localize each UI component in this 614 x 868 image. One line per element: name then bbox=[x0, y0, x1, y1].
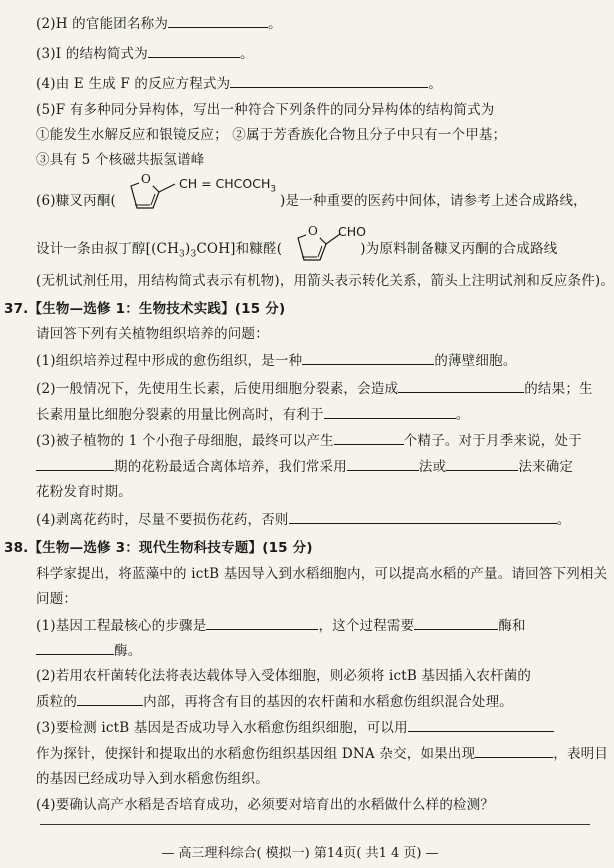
q38-2-text3: 内部，再将含有目的基因的农杆菌和水稻愈伤组织混合处理。 bbox=[143, 694, 514, 710]
q37-3-line2 bbox=[36, 457, 586, 476]
q38-1-text3: 酶和 bbox=[498, 618, 526, 634]
q36-6-text4: COH]和糠醛( bbox=[196, 241, 283, 257]
q36-5-line3 bbox=[36, 151, 586, 169]
answer-blank bbox=[446, 457, 518, 471]
structure-2 bbox=[288, 222, 368, 268]
answer-blank bbox=[36, 641, 114, 655]
q37-3-line1 bbox=[36, 431, 586, 450]
answer-blank bbox=[398, 379, 524, 393]
answer-blank bbox=[302, 351, 434, 365]
q38-3-text4: 的基因已经成功导入到水稻愈伤组织。 bbox=[36, 771, 269, 787]
q36-6-text5: )为原料制备糠叉丙酮的合成路线 bbox=[360, 241, 558, 257]
q38-intro-text2: 问题： bbox=[36, 591, 78, 607]
paren: ) bbox=[184, 241, 191, 257]
q37-heading bbox=[4, 300, 586, 318]
q36-4 bbox=[36, 74, 586, 93]
q36-5-line2 bbox=[36, 126, 586, 144]
q37-intro bbox=[36, 325, 586, 343]
q36-6-text3: 设计一条由叔丁醇[(CH bbox=[36, 241, 180, 257]
answer-blank bbox=[408, 718, 554, 732]
ring-oxygen-label: O bbox=[308, 224, 318, 238]
structure-1 bbox=[117, 172, 287, 220]
q36-5-condition3: ③具有 5 个核磁共振氢谱峰 bbox=[36, 152, 205, 168]
q37-3-text5: 法来确定 bbox=[518, 459, 574, 475]
q37-2-line1 bbox=[36, 379, 593, 398]
q36-3-text: (3)I 的结构简式为 bbox=[36, 46, 148, 62]
ring-oxygen-label: O bbox=[141, 172, 151, 186]
answer-blank bbox=[475, 744, 553, 758]
q37-2-end: 。 bbox=[455, 407, 470, 423]
q38-4-text: (4)要确认高产水稻是否培育成功，必须要对培育出的水稻做什么样的检测？ bbox=[36, 797, 495, 813]
page-footer: — 高三理科综合( 模拟一) 第14页( 共1 4 页) — bbox=[161, 846, 439, 861]
q36-5-conditions: ①能发生水解反应和银镜反应； ②属于芳香族化合物且分子中只有一个甲基； bbox=[36, 127, 507, 143]
subscript: 3 bbox=[190, 249, 197, 260]
subscript: 3 bbox=[270, 184, 277, 195]
q36-3-end: 。 bbox=[239, 46, 254, 62]
q36-4-text: (4)由 E 生成 F 的反应方程式为 bbox=[36, 76, 231, 92]
q36-3 bbox=[36, 44, 586, 63]
q36-2-text: (2)H 的官能团名称为 bbox=[36, 16, 169, 32]
q36-6-line3 bbox=[36, 272, 614, 290]
answer-blank bbox=[334, 431, 404, 445]
q38-1-line2 bbox=[36, 641, 586, 660]
q37-3-text4: 法或 bbox=[418, 459, 447, 475]
q37-2-text: (2)一般情况下，先使用生长素，后使用细胞分裂素，会造成 bbox=[36, 381, 399, 397]
q37-3-text2: 个精子。对于月季来说，处于 bbox=[403, 433, 582, 449]
q38-intro-line2 bbox=[36, 590, 586, 608]
q37-4 bbox=[36, 510, 586, 529]
q36-5-text: (5)F 有多种同分异构体，写出一种符合下列条件的同分异构体的结构简式为 bbox=[36, 102, 495, 118]
q38-1-text: (1)基因工程最核心的步骤是 bbox=[36, 618, 207, 634]
q38-intro-line1 bbox=[36, 565, 608, 583]
answer-blank bbox=[230, 74, 428, 88]
q38-2-text2: 质粒的 bbox=[36, 694, 78, 710]
q38-1-line1 bbox=[36, 616, 586, 635]
answer-blank bbox=[168, 14, 268, 28]
q37-intro-text: 请回答下列有关植物组织培养的问题： bbox=[36, 326, 269, 342]
answer-blank bbox=[36, 457, 114, 471]
q38-2-line1 bbox=[36, 667, 586, 685]
q36-2 bbox=[36, 14, 586, 33]
q38-3-text2: 作为探针，使探针和提取出的水稻愈伤组织基因组 DNA 杂交，如果出现 bbox=[36, 746, 476, 762]
q37-1-end: 的薄壁细胞。 bbox=[434, 353, 517, 369]
q38-title: 38.【生物—选修 3：现代生物科技专题】(15 分) bbox=[4, 540, 313, 556]
q38-3-line2 bbox=[36, 744, 609, 763]
answer-blank bbox=[324, 405, 456, 419]
q37-3-text6: 花粉发育时期。 bbox=[36, 484, 132, 500]
q37-4-text: (4)剥离花药时，尽量不要损伤花药，否则 bbox=[36, 512, 289, 528]
q37-2-text2: 的结果；生 bbox=[524, 381, 593, 397]
side-chain-label bbox=[179, 176, 276, 195]
aldehyde-label: CHO bbox=[338, 224, 366, 239]
answer-blank bbox=[289, 510, 557, 524]
q37-2-text3: 长素用量比细胞分裂素的用量比例高时，有利于 bbox=[36, 407, 324, 423]
q38-3-text3: ，表明目 bbox=[553, 746, 609, 762]
q38-1-end: 酶。 bbox=[114, 643, 142, 659]
answer-blank bbox=[206, 616, 318, 630]
q38-intro-text: 科学家提出，将蓝藻中的 ictB 基因导入到水稻细胞内，可以提高水稻的产量。请回答下列相关 bbox=[36, 566, 608, 582]
q37-1 bbox=[36, 351, 586, 370]
side-chain-text: CH = CHCOCH bbox=[179, 176, 271, 191]
q36-2-end: 。 bbox=[268, 16, 282, 32]
q38-1-text2: ，这个过程需要 bbox=[318, 618, 415, 634]
q38-4 bbox=[36, 796, 586, 814]
q38-heading bbox=[4, 539, 586, 557]
q37-3-text3: 期的花粉最适合离体培养，我们常采用 bbox=[114, 459, 347, 475]
subscript: 3 bbox=[179, 249, 185, 260]
q37-3-text: (3)被子植物的 1 个小孢子母细胞，最终可以产生 bbox=[36, 433, 334, 449]
q37-2-line2 bbox=[36, 405, 586, 424]
q37-1-text: (1)组织培养过程中形成的愈伤组织，是一种 bbox=[36, 353, 303, 369]
q38-3-line3 bbox=[36, 770, 586, 788]
q37-title: 37.【生物—选修 1：生物技术实践】(15 分) bbox=[4, 301, 286, 317]
q36-6-text6: (无机试剂任用，用结构简式表示有机物)，用箭头表示转化关系，箭头上注明试剂和反应条件)。 bbox=[36, 273, 614, 289]
q38-3-text: (3)要检测 ictB 基因是否成功导入水稻愈伤组织细胞，可以用 bbox=[36, 720, 408, 736]
answer-blank bbox=[148, 44, 240, 58]
q38-2-line2 bbox=[36, 692, 586, 711]
q36-5-line1 bbox=[36, 101, 586, 119]
q36-6-text2: )是一种重要的医药中间体，请参考上述合成路线， bbox=[280, 193, 587, 209]
q38-3-line1 bbox=[36, 718, 586, 737]
q37-4-end: 。 bbox=[556, 512, 571, 528]
q37-3-line3 bbox=[36, 483, 586, 501]
q36-4-end: 。 bbox=[428, 76, 443, 92]
footer-divider bbox=[40, 824, 590, 825]
answer-blank bbox=[77, 692, 143, 706]
q36-6-text: (6)糠叉丙酮( bbox=[36, 193, 116, 209]
q38-2-text: (2)若用农杆菌转化法将表达载体导入受体细胞，则必须将 ictB 基因插入农杆菌的 bbox=[36, 668, 532, 684]
answer-blank bbox=[347, 457, 419, 471]
answer-blank bbox=[414, 616, 498, 630]
